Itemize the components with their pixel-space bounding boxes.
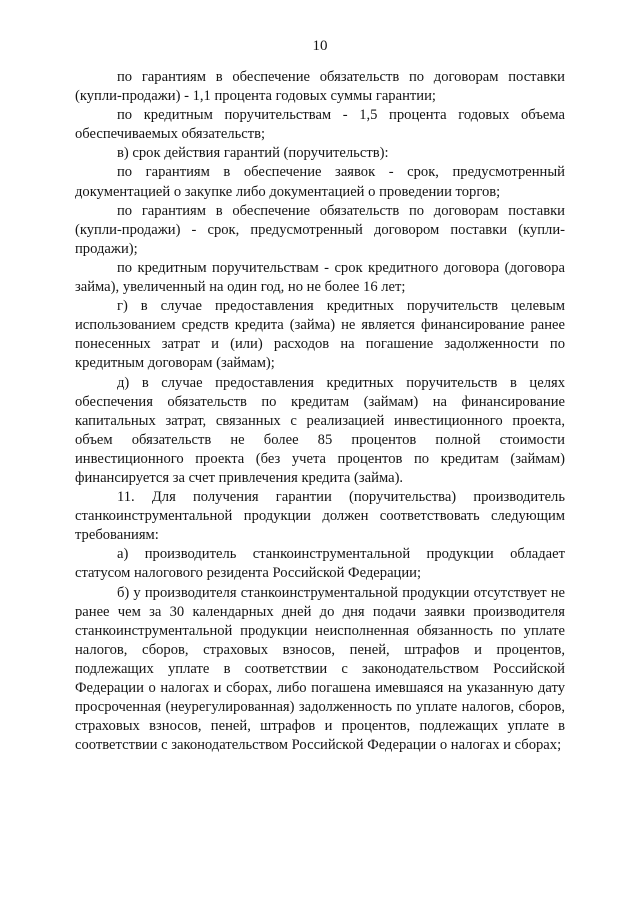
paragraph-term-supply: по гарантиям в обеспечение обязательств по договорам поставки (купли-продажи) - срок, предусмотренный договором поставки (купли-продажи); (75, 202, 565, 257)
paragraph-section-11: 11. Для получения гарантии (поручительства) производитель станкоинструментальной продукции должен соответствовать следующим требованиям: (75, 489, 565, 544)
document-body (75, 68, 565, 755)
paragraph-term-credit: по кредитным поручительствам - срок кредитного договора (договора займа), увеличенный на один год, но не более 16 лет; (75, 259, 565, 296)
paragraph-item-g: г) в случае предоставления кредитных поручительств целевым использованием средств кредита (займа) не является финансирование ранее понесенных затрат и (или) расходов на погашение задолженности по кредитным договорам (займам); (75, 298, 565, 372)
paragraph-credit-surety-rate: по кредитным поручительствам - 1,5 процента годовых объема обеспечиваемых обязательств; (75, 107, 565, 143)
paragraph-requirement-a: а) производитель станкоинструментальной продукции обладает статусом налогового резидента Российской Федерации; (75, 546, 565, 582)
paragraph-term-bids: по гарантиям в обеспечение заявок - срок, предусмотренный документацией о закупке либо документацией о проведении торгов; (75, 164, 565, 200)
page-number: 10 (312, 38, 328, 54)
paragraph-term-heading: в) срок действия гарантий (поручительств): (117, 145, 389, 162)
paragraph-item-d: д) в случае предоставления кредитных поручительств в целях обеспечения обязательств по кредитам (займам) на финансирование капитальных затрат, связанных с реализацией инвестиционного проекта, объем обязательств не более 85 процентов полной стоимости инвестиционного проекта (без учета процентов по кредитам (займам) финансируется за счет привлечения кредита (займа). (75, 374, 565, 486)
paragraph-guarantee-supply-rate: по гарантиям в обеспечение обязательств по договорам поставки (купли-продажи) - 1,1 процента годовых суммы гарантии; (75, 69, 565, 105)
paragraph-requirement-b: б) у производителя станкоинструментальной продукции отсутствует не ранее чем за 30 календарных дней до дня подачи заявки производителя станкоинструментальной продукции неисполненная обязанность по уплате налогов, сборов, страховых взносов, пеней, штрафов и процентов, подлежащих уплате в соответствии с законодательством Российской Федерации о налогах и сборах, либо погашена имевшаяся на указанную дату просроченная (неурегулированная) задолженность по уплате налогов, сборов, страховых взносов, пеней, штрафов и процентов, подлежащих уплате в соответствии с законодательством Российской Федерации о налогах и сборах; (75, 584, 565, 754)
